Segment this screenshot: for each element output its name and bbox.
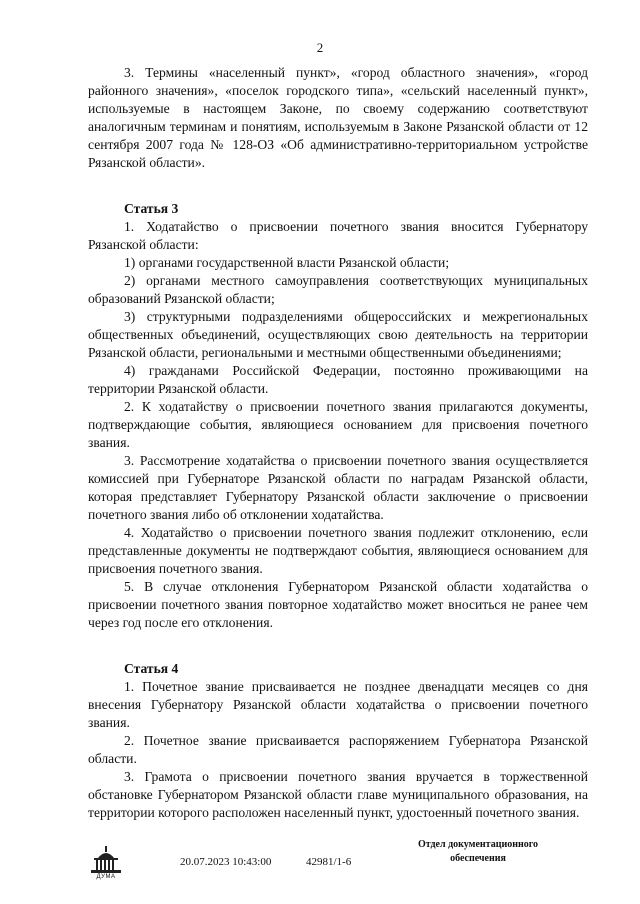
article-3-paragraph: 5. В случае отклонения Губернатором Рязанской области ходатайства о присвоении почетного звания повторное ходатайство может вноситься не ранее чем через год после его отклонения. bbox=[88, 579, 588, 630]
registration-datetime: 20.07.2023 10:43:00 bbox=[180, 856, 272, 868]
article-3-title: Статья 3 bbox=[124, 201, 179, 216]
article-3-paragraph: 3) структурными подразделениями общероссийских и межрегиональных общественных объединений, осуществляющих свою деятельность на территории Рязанской области, региональными и местными общественными объединениями; bbox=[88, 309, 588, 360]
department-stamp bbox=[398, 838, 558, 866]
department-line: обеспечения bbox=[450, 853, 506, 864]
page-number: 2 bbox=[316, 40, 324, 55]
department-line: Отдел документационного bbox=[417, 839, 539, 850]
logo-label: ДУМА bbox=[96, 874, 116, 880]
article-3-paragraph: 1. Ходатайство о присвоении почетного звания вносится Губернатору Рязанской области: bbox=[88, 219, 588, 252]
article-3-paragraph: 2. К ходатайству о присвоении почетного звания прилагаются документы, подтверждающие события, являющиеся основанием для присвоения почетного звания. bbox=[88, 399, 588, 450]
duma-building-icon bbox=[88, 846, 124, 876]
article-3-paragraph: 4) гражданами Российской Федерации, постоянно проживающими на территории Рязанской области. bbox=[88, 363, 588, 396]
article-3-paragraph: 1) органами государственной власти Рязанской области; bbox=[124, 255, 450, 270]
article-4-paragraph: 3. Грамота о присвоении почетного звания вручается в торжественной обстановке Губернатором Рязанской области главе муниципального образования, на территории которого расположен населенный пункт, удостоенный почетного звания. bbox=[88, 769, 588, 820]
article-3-paragraph: 4. Ходатайство о присвоении почетного звания подлежит отклонению, если представленные документы не подтверждают события, являющиеся основанием для присвоения почетного звания. bbox=[88, 525, 588, 576]
article-4-paragraph: 1. Почетное звание присваивается не позднее двенадцати месяцев со дня внесения Губернатору Рязанской области ходатайства о присвоении почетного звания. bbox=[88, 679, 588, 730]
registration-number: 42981/1-6 bbox=[306, 856, 352, 868]
article-3-paragraph: 2) органами местного самоуправления соответствующих муниципальных образований Рязанской области; bbox=[88, 273, 588, 306]
document-body bbox=[88, 64, 588, 822]
article-4-title: Статья 4 bbox=[124, 661, 179, 676]
article-3-paragraph: 3. Рассмотрение ходатайства о присвоении почетного звания осуществляется комиссией при Губернаторе Рязанской области по наградам Рязанской области, которая представляет Губернатору Рязанской области заключение о присвоении почетного звания либо об отклонении ходатайства. bbox=[88, 453, 588, 522]
article-4-paragraph: 2. Почетное звание присваивается распоряжением Губернатора Рязанской области. bbox=[88, 733, 588, 766]
intro-paragraph: 3. Термины «населенный пункт», «город областного значения», «город районного значения», «поселок городского типа», «сельский населенный пункт», используемые в настоящем Законе, по своему содержанию соответствуют аналогичным терминам и понятиям, используемым в Законе Рязанской области от 12 сентября 2007 года № 128-ОЗ «Об административно-территориальном устройстве Рязанской области». bbox=[88, 65, 588, 170]
